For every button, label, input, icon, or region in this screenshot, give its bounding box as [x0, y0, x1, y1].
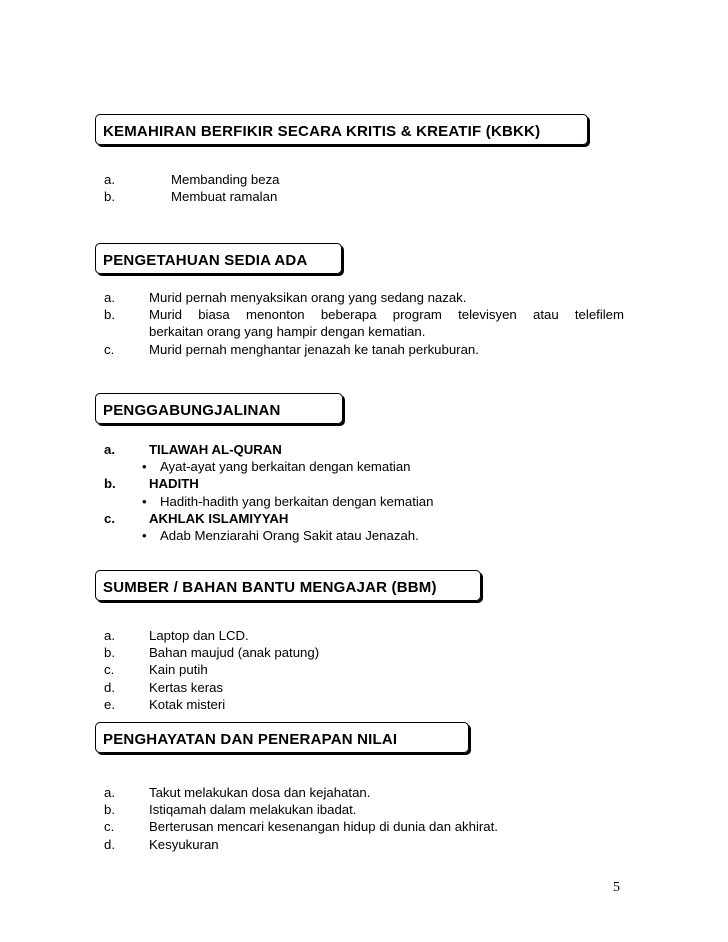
item-marker: a. — [104, 290, 115, 305]
item-heading: HADITH — [149, 476, 199, 492]
item-text: Murid pernah menyaksikan orang yang sedang nazak. — [149, 290, 467, 305]
section-title-penggabungjalinan: PENGGABUNGJALINAN — [95, 393, 343, 424]
list-item — [104, 818, 624, 835]
bullet-icon: • — [142, 459, 147, 475]
item-text-line: berkaitan orang yang hampir dengan kematian. — [149, 324, 426, 340]
item-marker: c. — [104, 662, 115, 678]
item-marker: a. — [104, 442, 115, 457]
item-text: Takut melakukan dosa dan kejahatan. — [149, 785, 371, 800]
bbm-list — [104, 627, 624, 713]
kbkk-list — [104, 171, 624, 205]
item-marker: a. — [104, 785, 115, 800]
list-item — [104, 644, 624, 661]
list-item — [104, 661, 624, 678]
bullet-icon: • — [142, 493, 147, 509]
section-title-nilai: PENGHAYATAN DAN PENERAPAN NILAI — [95, 722, 469, 753]
item-heading: AKHLAK ISLAMIYYAH — [149, 510, 289, 526]
item-text: Kotak misteri — [149, 696, 226, 712]
list-item — [104, 188, 624, 205]
bullet-icon: • — [142, 528, 147, 544]
item-marker: c. — [104, 510, 115, 526]
sub-item — [104, 493, 624, 510]
item-text: Berterusan mencari kesenangan hidup di dunia dan akhirat. — [149, 819, 498, 835]
sedia-ada-list — [104, 289, 624, 358]
sub-item-text: Ayat-ayat yang berkaitan dengan kematian — [160, 459, 411, 475]
item-marker: b. — [104, 307, 115, 323]
list-item — [104, 341, 624, 358]
list-item — [104, 836, 624, 853]
list-item — [104, 441, 624, 458]
list-item — [104, 784, 624, 801]
item-text: Istiqamah dalam melakukan ibadat. — [149, 802, 357, 818]
list-item — [104, 696, 624, 713]
sub-item-text: Hadith-hadith yang berkaitan dengan kematian — [160, 493, 434, 509]
list-item — [104, 510, 624, 527]
item-text: Kain putih — [149, 662, 208, 678]
item-marker: b. — [104, 476, 116, 492]
section-title-sedia-ada: PENGETAHUAN SEDIA ADA — [95, 243, 342, 274]
section-title-bbm: SUMBER / BAHAN BANTU MENGAJAR (BBM) — [95, 570, 481, 601]
sub-item — [104, 527, 624, 544]
item-text: Membuat ramalan — [171, 189, 278, 205]
list-item — [104, 306, 624, 340]
item-text: Membanding beza — [171, 172, 280, 187]
item-text: Murid pernah menghantar jenazah ke tanah perkuburan. — [149, 341, 479, 357]
item-marker: e. — [104, 696, 115, 712]
list-item — [104, 289, 624, 306]
sub-item-text: Adab Menziarahi Orang Sakit atau Jenazah. — [160, 528, 419, 544]
item-text-line: Murid biasa menonton beberapa program televisyen atau telefilem — [149, 307, 624, 323]
nilai-list — [104, 784, 624, 853]
item-text: Laptop dan LCD. — [149, 628, 249, 643]
page-number: 5 — [613, 880, 620, 895]
item-heading: TILAWAH AL-QURAN — [149, 442, 282, 457]
section-title-kbkk: KEMAHIRAN BERFIKIR SECARA KRITIS & KREATIF (KBKK) — [95, 114, 588, 145]
item-marker: d. — [104, 836, 115, 852]
item-marker: b. — [104, 645, 115, 661]
item-marker: b. — [104, 802, 115, 818]
item-marker: a. — [104, 172, 115, 187]
list-item — [104, 679, 624, 696]
item-marker: b. — [104, 189, 115, 205]
list-item — [104, 171, 624, 188]
item-marker: a. — [104, 628, 115, 643]
item-marker: d. — [104, 679, 115, 695]
item-marker: c. — [104, 819, 115, 835]
item-text: Kertas keras — [149, 679, 224, 695]
sub-item — [104, 458, 624, 475]
item-marker: c. — [104, 341, 115, 357]
penggabungjalinan-list — [104, 441, 624, 544]
list-item — [104, 801, 624, 818]
item-text: Kesyukuran — [149, 836, 219, 852]
item-text: Bahan maujud (anak patung) — [149, 645, 320, 661]
list-item — [104, 627, 624, 644]
list-item — [104, 475, 624, 492]
